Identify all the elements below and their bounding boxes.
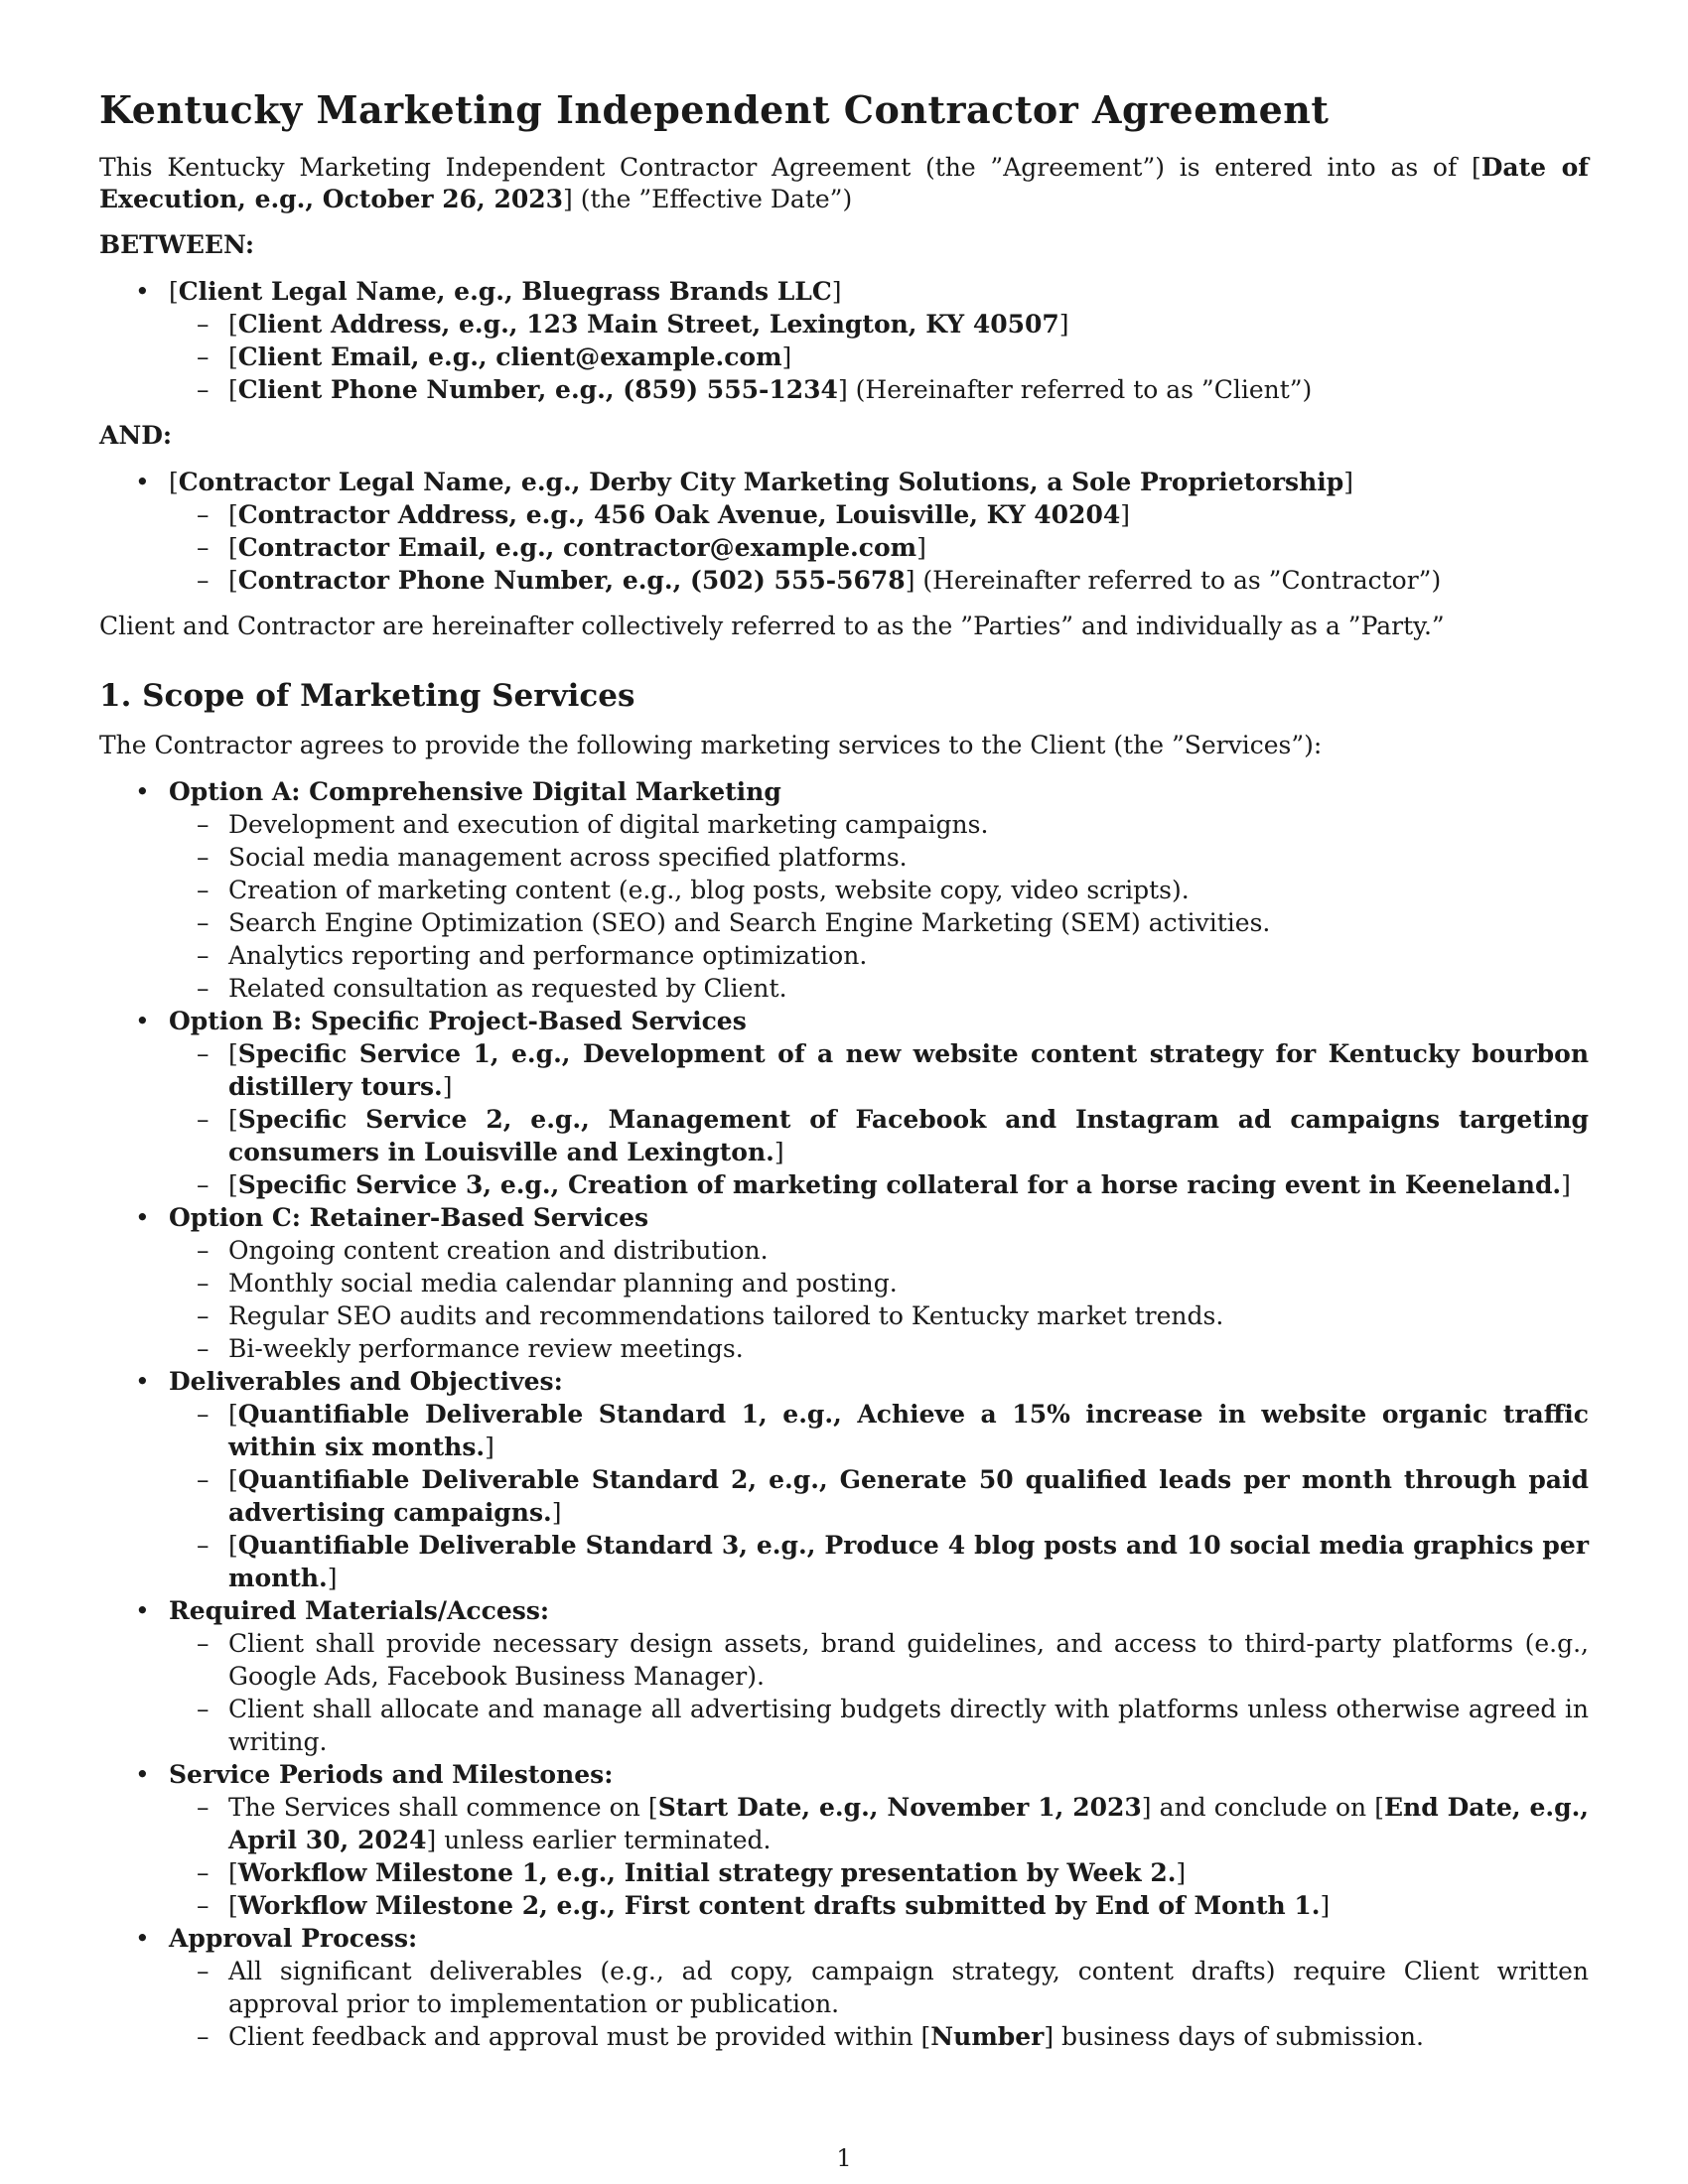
section-1-heading: 1. Scope of Marketing Services (99, 678, 635, 714)
list-item: – Creation of marketing content (e.g., blog posts, website copy, video scripts). (169, 874, 1589, 906)
client-block (99, 275, 1589, 406)
list-item: – Analytics reporting and performance optimization. (169, 939, 1589, 972)
execution-date-placeholder: Date of Execution, e.g., October 26, 2023 (99, 153, 1589, 213)
list-item: – Bi-weekly performance review meetings. (169, 1332, 1589, 1365)
deliverables: • Deliverables and Objectives: – [Quantifiable Deliverable Standard 1, e.g., Achieve a 15% increase in website organic traffic within six months.] – [Quantifiable Deliverable Standard 2, e.g., Generate 50 qualified leads per month through paid advertising campaigns.] – [Quantifiable Deliverable Standard 3, e.g., Produce 4 blog posts and 10 social media graphics per month.] (99, 1365, 1589, 1594)
client-name: • [Client Legal Name, e.g., Bluegrass Brands LLC] – [Client Address, e.g., 123 Main Street, Lexington, KY 40507] – [Client Email, e.g., client@example.com] – [Client Phone Number, e.g., (859) 555-1234] (Hereinafter referred to as ”Client”) (99, 275, 1589, 406)
list-item: – Client shall allocate and manage all advertising budgets directly with platforms unless otherwise agreed in writing. (169, 1693, 1589, 1758)
list-item: – Monthly social media calendar planning and posting. (169, 1267, 1589, 1299)
list-item: – All significant deliverables (e.g., ad copy, campaign strategy, content drafts) require Client written approval prior to implementation or publication. (169, 1955, 1589, 2020)
option-c: • Option C: Retainer-Based Services – Ongoing content creation and distribution. – Monthly social media calendar planning and posting. – Regular SEO audits and recommendations tailored to Kentucky market trends. – Bi-weekly performance review meetings. (99, 1201, 1589, 1365)
client-email: – [Client Email, e.g., client@example.com] (169, 341, 1589, 373)
service-periods: • Service Periods and Milestones: – The Services shall commence on [Start Date, e.g., November 1, 2023] and conclude on [End Date, e.g., April 30, 2024] unless earlier terminated. – [Workflow Milestone 1, e.g., Initial strategy presentation by Week 2.] – [Workflow Milestone 2, e.g., First content drafts submitted by End of Month 1.] (99, 1758, 1589, 1922)
list-item: – [Specific Service 3, e.g., Creation of marketing collateral for a horse racing event in Keeneland.] (169, 1168, 1589, 1201)
list-item: – Client feedback and approval must be provided within [Number] business days of submission. (169, 2020, 1589, 2053)
services-list (99, 775, 1589, 2053)
list-item: – Social media management across specified platforms. (169, 841, 1589, 874)
document-page (99, 87, 1589, 2067)
list-item: – [Specific Service 1, e.g., Development of a new website content strategy for Kentucky bourbon distillery tours.] (169, 1037, 1589, 1103)
list-item: – Regular SEO audits and recommendations tailored to Kentucky market trends. (169, 1299, 1589, 1332)
list-item: – Ongoing content creation and distribution. (169, 1234, 1589, 1267)
between-label: BETWEEN: (99, 230, 255, 259)
list-item: – Development and execution of digital marketing campaigns. (169, 808, 1589, 841)
page-number: 1 (836, 2144, 852, 2172)
contractor-name: • [Contractor Legal Name, e.g., Derby City Marketing Solutions, a Sole Proprietorship] – [Contractor Address, e.g., 456 Oak Avenue, Louisville, KY 40204] – [Contractor Email, e.g., contractor@example.com] – [Contractor Phone Number, e.g., (502) 555-5678] (Hereinafter referred to as ”Contractor”) (99, 466, 1589, 597)
approval-process: • Approval Process: – All significant deliverables (e.g., ad copy, campaign strategy, content drafts) require Client written approval prior to implementation or publication. – Client feedback and approval must be provided within [Number] business days of submission. (99, 1922, 1589, 2053)
contractor-address: – [Contractor Address, e.g., 456 Oak Avenue, Louisville, KY 40204] (169, 498, 1589, 531)
client-address: – [Client Address, e.g., 123 Main Street, Lexington, KY 40507] (169, 308, 1589, 341)
required-materials: • Required Materials/Access: – Client shall provide necessary design assets, brand guidelines, and access to third-party platforms (e.g., Google Ads, Facebook Business Manager). – Client shall allocate and manage all advertising budgets directly with platforms unless otherwise agreed in writing. (99, 1594, 1589, 1758)
list-item: – [Workflow Milestone 1, e.g., Initial strategy presentation by Week 2.] (169, 1856, 1589, 1889)
contractor-phone: – [Contractor Phone Number, e.g., (502) 555-5678] (Hereinafter referred to as ”Contractor”) (169, 564, 1589, 597)
list-item: – Client shall provide necessary design assets, brand guidelines, and access to third-party platforms (e.g., Google Ads, Facebook Business Manager). (169, 1627, 1589, 1693)
list-item: – [Specific Service 2, e.g., Management of Facebook and Instagram ad campaigns targeting consumers in Louisville and Lexington.] (169, 1103, 1589, 1168)
contractor-email: – [Contractor Email, e.g., contractor@example.com] (169, 531, 1589, 564)
list-item: – [Quantifiable Deliverable Standard 2, e.g., Generate 50 qualified leads per month through paid advertising campaigns.] (169, 1463, 1589, 1529)
list-item: – [Workflow Milestone 2, e.g., First content drafts submitted by End of Month 1.] (169, 1889, 1589, 1922)
list-item: – The Services shall commence on [Start Date, e.g., November 1, 2023] and conclude on [End Date, e.g., April 30, 2024] unless earlier terminated. (169, 1791, 1589, 1856)
client-phone: – [Client Phone Number, e.g., (859) 555-1234] (Hereinafter referred to as ”Client”) (169, 373, 1589, 406)
intro-paragraph: This Kentucky Marketing Independent Contractor Agreement (the ”Agreement”) is entered into as of [Date of Execution, e.g., October 26, 2023] (the ”Effective Date”) (99, 153, 1589, 213)
list-item: – [Quantifiable Deliverable Standard 1, e.g., Achieve a 15% increase in website organic traffic within six months.] (169, 1398, 1589, 1463)
list-item: – [Quantifiable Deliverable Standard 3, e.g., Produce 4 blog posts and 10 social media graphics per month.] (169, 1529, 1589, 1594)
list-item: – Related consultation as requested by Client. (169, 972, 1589, 1005)
parties-paragraph: Client and Contractor are hereinafter collectively referred to as the ”Parties” and individually as a ”Party.” (99, 612, 1445, 640)
document-title: Kentucky Marketing Independent Contractor Agreement (99, 87, 1330, 132)
option-b: • Option B: Specific Project-Based Services – [Specific Service 1, e.g., Development of a new website content strategy for Kentucky bourbon distillery tours.] – [Specific Service 2, e.g., Management of Facebook and Instagram ad campaigns targeting consumers in Louisville and Lexington.] – [Specific Service 3, e.g., Creation of marketing collateral for a horse racing event in Keeneland.] (99, 1005, 1589, 1201)
option-a: • Option A: Comprehensive Digital Marketing – Development and execution of digital marketing campaigns. – Social media management across specified platforms. – Creation of marketing content (e.g., blog posts, website copy, video scripts). – Search Engine Optimization (SEO) and Search Engine Marketing (SEM) activities. – Analytics reporting and performance optimization. – Related consultation as requested by Client. (99, 775, 1589, 1005)
list-item: – Search Engine Optimization (SEO) and Search Engine Marketing (SEM) activities. (169, 906, 1589, 939)
and-label: AND: (99, 421, 173, 450)
contractor-block (99, 466, 1589, 597)
section-1-intro: The Contractor agrees to provide the following marketing services to the Client (the ”Services”): (99, 731, 1323, 759)
